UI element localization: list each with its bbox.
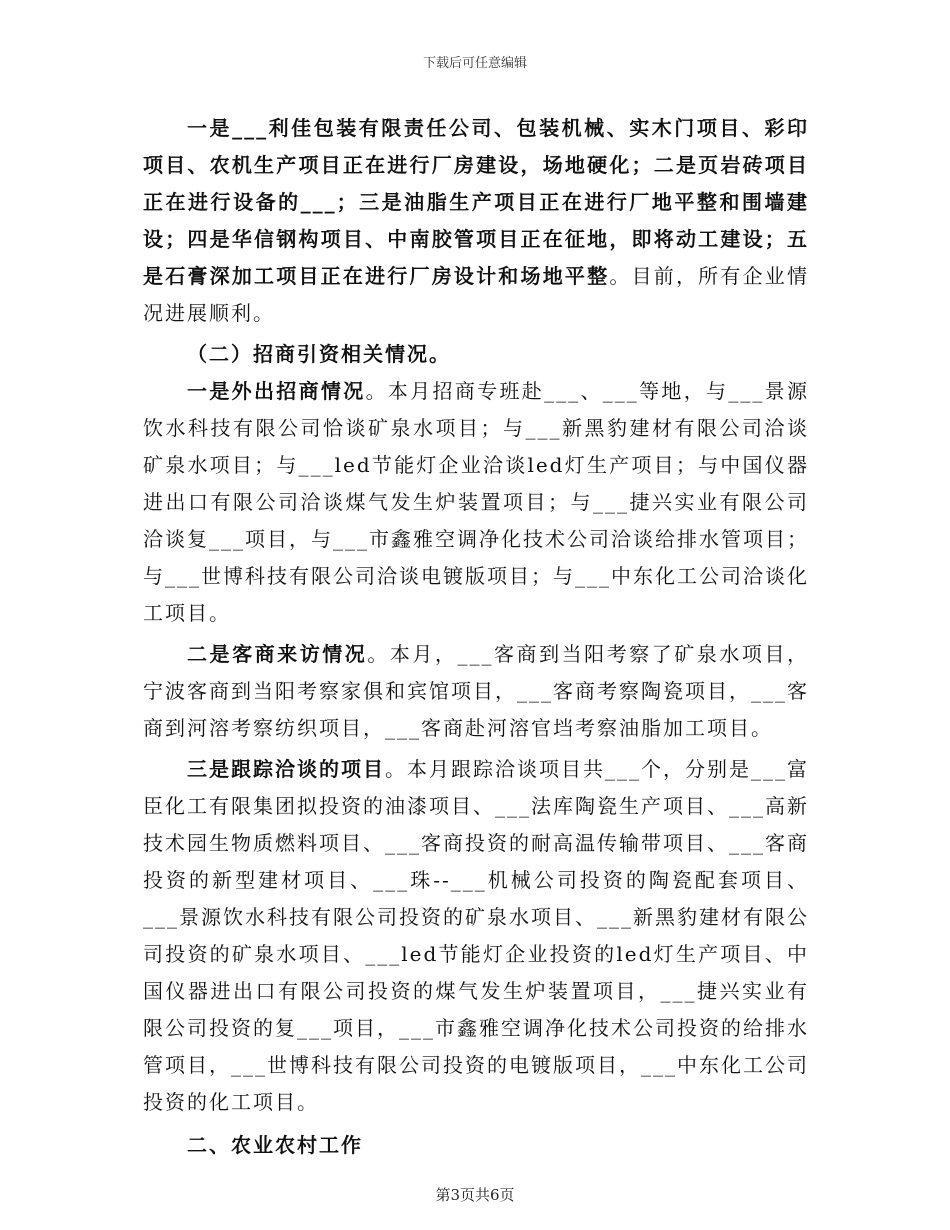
paragraph-visiting-merchants [143, 636, 809, 747]
heading-text: 二、农业农村工作 [187, 1133, 363, 1157]
heading-text: （二）招商引资相关情况。 [187, 342, 451, 366]
bold-text: 一是外出招商情况 [187, 379, 366, 403]
paragraph-tracked-projects [143, 751, 809, 1121]
body-text: 。本月，___客商到当阳考察了矿泉水项目，宁波客商到当阳考察家俱和宾馆项目，___客商考察陶瓷项目，___客商到河溶考察纺织项目，___客商赴河溶官垱考察油脂加工项目。 [143, 642, 810, 740]
page-footer: 第3页共6页 [435, 1186, 515, 1204]
paragraph-outbound-investment [143, 373, 809, 632]
bold-text: 三是跟踪洽谈的项目 [187, 757, 385, 781]
document-body [143, 110, 809, 1164]
body-text: 。本月跟踪洽谈项目共___个，分别是___富臣化工有限集团拟投资的油漆项目、___法库陶瓷生产项目、___高新技术园生物质燃料项目、___客商投资的耐高温传输带项目、___客商投资的新型建材项目、___珠--___机械公司投资的陶瓷配套项目、___景源饮水科技有限公司投资的矿泉水项目、___新黑豹建材有限公司投资的矿泉水项目、___led节能灯企业投资的led灯生产项目、中国仪器进出口有限公司投资的煤气发生炉装置项目，___捷兴实业有限公司投资的复___项目，___市鑫雅空调净化技术公司投资的给排水管项目，___世博科技有限公司投资的电镀版项目，___中东化工公司投资的化工项目。 [143, 757, 809, 1114]
bold-text: 一是___利佳包装有限责任公司、包装机械、实木门项目、彩印项目、农机生产项目正在进行厂房建设，场地硬化；二是页岩砖项目正在进行设备的___；三是油脂生产项目正在进行厂地平整和围墙建设；四是华信钢构项目、中南胶管项目正在征地，即将动工建设；五是石膏深加工项目正在进行厂房设计和场地平整 [143, 116, 809, 288]
body-text: 。本月招商专班赴___、___等地，与___景源饮水科技有限公司恰谈矿泉水项目；与___新黑豹建材有限公司洽谈矿泉水项目；与___led节能灯企业洽谈led灯生产项目；与中国仪器进出口有限公司洽谈煤气发生炉装置项目；与___捷兴实业有限公司洽谈复___项目，与___市鑫雅空调净化技术公司洽谈给排水管项目；与___世博科技有限公司洽谈电镀版项目；与___中东化工公司洽谈化工项目。 [143, 379, 810, 625]
page-header: 下载后可任意编辑 [422, 56, 527, 71]
paragraph-projects-progress [143, 110, 809, 332]
bold-text: 二是客商来访情况 [187, 642, 368, 666]
section-heading-agriculture [143, 1127, 809, 1164]
body-text: 。目前，所有企业情况进展顺利。 [143, 264, 810, 325]
section-heading-investment [143, 336, 809, 373]
